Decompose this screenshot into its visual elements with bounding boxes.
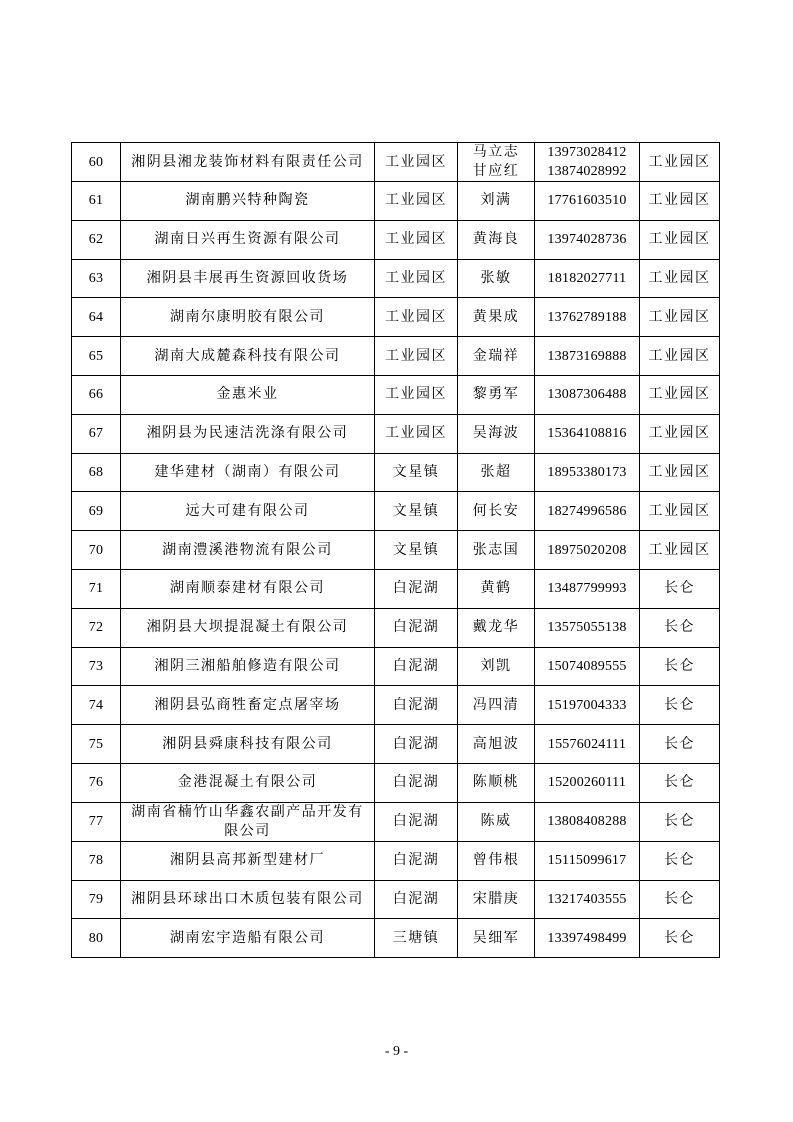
phone-cell xyxy=(535,569,640,608)
company-name-cell: 湖南省楠竹山华鑫农副产品开发有限公司 xyxy=(121,802,375,841)
row-number-cell: 76 xyxy=(72,763,121,802)
area-cell: 长仑 xyxy=(640,919,720,958)
location-cell: 白泥湖 xyxy=(375,802,458,841)
phone-cell xyxy=(535,647,640,686)
company-name-cell: 远大可建有限公司 xyxy=(121,492,375,531)
contact-person-cell xyxy=(458,725,535,764)
table-row xyxy=(72,298,720,337)
table-row xyxy=(72,608,720,647)
contact-person-line: 高旭波 xyxy=(472,735,520,752)
table-row xyxy=(72,414,720,453)
contact-person-line: 马立志 xyxy=(472,144,520,160)
contact-person-cell xyxy=(458,880,535,919)
company-name-cell: 金港混凝土有限公司 xyxy=(121,763,375,802)
phone-line: 13762789188 xyxy=(547,309,627,325)
table-row xyxy=(72,143,720,182)
row-number-cell: 71 xyxy=(72,569,121,608)
phone-cell xyxy=(535,880,640,919)
row-number-cell: 69 xyxy=(72,492,121,531)
table-row xyxy=(72,259,720,298)
location-cell: 工业园区 xyxy=(375,298,458,337)
table-row xyxy=(72,725,720,764)
area-cell: 长仑 xyxy=(640,802,720,841)
table-row xyxy=(72,531,720,570)
location-cell: 工业园区 xyxy=(375,220,458,259)
table-row xyxy=(72,375,720,414)
company-name-cell: 金惠米业 xyxy=(121,375,375,414)
company-name-cell: 湖南鹏兴特种陶瓷 xyxy=(121,182,375,221)
location-cell: 白泥湖 xyxy=(375,880,458,919)
page-number: - 9 - xyxy=(384,1044,409,1059)
area-cell: 工业园区 xyxy=(640,492,720,531)
table-row xyxy=(72,802,720,841)
company-name-cell: 建华建材（湖南）有限公司 xyxy=(121,453,375,492)
phone-line: 15197004333 xyxy=(547,697,627,713)
location-cell: 白泥湖 xyxy=(375,647,458,686)
row-number-cell: 68 xyxy=(72,453,121,492)
contact-person-line: 黄鹤 xyxy=(480,580,512,597)
contact-person-line: 张超 xyxy=(480,463,512,480)
contact-person-line: 黄海良 xyxy=(472,231,520,248)
area-cell: 工业园区 xyxy=(640,531,720,570)
phone-line: 18182027711 xyxy=(547,270,627,286)
phone-cell xyxy=(535,841,640,880)
row-number-cell: 77 xyxy=(72,802,121,841)
table-row xyxy=(72,880,720,919)
phone-cell xyxy=(535,414,640,453)
row-number-cell: 78 xyxy=(72,841,121,880)
row-number-cell: 61 xyxy=(72,182,121,221)
location-cell: 白泥湖 xyxy=(375,763,458,802)
contact-person-cell xyxy=(458,298,535,337)
contact-person-line: 吴细军 xyxy=(472,929,520,946)
location-cell: 白泥湖 xyxy=(375,569,458,608)
contact-person-line: 刘凯 xyxy=(480,657,512,674)
location-cell: 文星镇 xyxy=(375,531,458,570)
table-row xyxy=(72,337,720,376)
phone-cell xyxy=(535,919,640,958)
row-number-cell: 63 xyxy=(72,259,121,298)
phone-line: 13397498499 xyxy=(547,930,627,946)
phone-line: 15200260111 xyxy=(547,775,627,791)
company-name-cell: 湘阴县弘商牲畜定点屠宰场 xyxy=(121,686,375,725)
phone-line: 13575055138 xyxy=(547,620,627,636)
row-number-cell: 65 xyxy=(72,337,121,376)
table-row xyxy=(72,492,720,531)
contact-person-cell xyxy=(458,841,535,880)
contact-person-cell xyxy=(458,182,535,221)
contact-person-cell xyxy=(458,414,535,453)
contact-person-cell xyxy=(458,531,535,570)
company-name-cell: 湖南大成麓森科技有限公司 xyxy=(121,337,375,376)
contact-person-line: 宋腊庚 xyxy=(472,890,520,907)
contact-person-cell xyxy=(458,686,535,725)
company-name-cell: 湘阴县舜康科技有限公司 xyxy=(121,725,375,764)
contact-person-line: 刘满 xyxy=(480,192,512,209)
company-name-cell: 湘阴县为民速洁洗涤有限公司 xyxy=(121,414,375,453)
area-cell: 长仑 xyxy=(640,725,720,764)
phone-cell xyxy=(535,492,640,531)
phone-line: 15115099617 xyxy=(547,853,627,869)
contact-person-line: 金瑞祥 xyxy=(472,347,520,364)
phone-cell xyxy=(535,453,640,492)
phone-cell xyxy=(535,337,640,376)
row-number-cell: 60 xyxy=(72,143,121,182)
phone-cell xyxy=(535,763,640,802)
phone-line: 13974028736 xyxy=(547,232,627,248)
contact-person-cell xyxy=(458,492,535,531)
area-cell: 工业园区 xyxy=(640,337,720,376)
area-cell: 工业园区 xyxy=(640,453,720,492)
phone-line: 15364108816 xyxy=(547,426,627,442)
area-cell: 工业园区 xyxy=(640,414,720,453)
phone-line: 13217403555 xyxy=(547,891,627,907)
phone-cell xyxy=(535,802,640,841)
contact-person-cell xyxy=(458,375,535,414)
phone-cell xyxy=(535,182,640,221)
table-row xyxy=(72,919,720,958)
table-row xyxy=(72,841,720,880)
table-row xyxy=(72,763,720,802)
table-row xyxy=(72,647,720,686)
contact-person-cell xyxy=(458,763,535,802)
phone-line: 15074089555 xyxy=(547,658,627,674)
row-number-cell: 72 xyxy=(72,608,121,647)
location-cell: 工业园区 xyxy=(375,414,458,453)
contact-person-line: 何长安 xyxy=(472,502,520,519)
row-number-cell: 79 xyxy=(72,880,121,919)
area-cell: 长仑 xyxy=(640,763,720,802)
contact-person-cell xyxy=(458,608,535,647)
contact-person-cell xyxy=(458,569,535,608)
area-cell: 长仑 xyxy=(640,880,720,919)
contact-person-cell xyxy=(458,453,535,492)
row-number-cell: 73 xyxy=(72,647,121,686)
company-name-cell: 湘阴三湘船舶修造有限公司 xyxy=(121,647,375,686)
phone-line: 13808408288 xyxy=(547,814,627,830)
location-cell: 白泥湖 xyxy=(375,608,458,647)
phone-line: 15576024111 xyxy=(547,736,627,752)
table-row xyxy=(72,453,720,492)
company-name-cell: 湘阴县丰展再生资源回收货场 xyxy=(121,259,375,298)
area-cell: 工业园区 xyxy=(640,375,720,414)
phone-line: 17761603510 xyxy=(547,193,627,209)
company-name-cell: 湘阴县大坝提混凝土有限公司 xyxy=(121,608,375,647)
area-cell: 工业园区 xyxy=(640,298,720,337)
area-cell: 工业园区 xyxy=(640,220,720,259)
table-row xyxy=(72,686,720,725)
company-name-cell: 湖南澧溪港物流有限公司 xyxy=(121,531,375,570)
contact-person-cell xyxy=(458,647,535,686)
table-row xyxy=(72,569,720,608)
area-cell: 工业园区 xyxy=(640,259,720,298)
phone-cell xyxy=(535,220,640,259)
phone-line: 13487799993 xyxy=(547,581,627,597)
row-number-cell: 67 xyxy=(72,414,121,453)
location-cell: 工业园区 xyxy=(375,259,458,298)
row-number-cell: 62 xyxy=(72,220,121,259)
contact-person-line: 戴龙华 xyxy=(472,619,520,636)
contact-person-line: 黄果成 xyxy=(472,308,520,325)
company-name-cell: 湘阴县湘龙装饰材料有限责任公司 xyxy=(121,143,375,182)
phone-cell xyxy=(535,259,640,298)
company-name-cell: 湘阴县高邦新型建材厂 xyxy=(121,841,375,880)
contact-person-cell xyxy=(458,220,535,259)
contact-person-cell xyxy=(458,919,535,958)
phone-line: 13087306488 xyxy=(547,387,627,403)
area-cell: 长仑 xyxy=(640,647,720,686)
phone-cell xyxy=(535,143,640,182)
location-cell: 三塘镇 xyxy=(375,919,458,958)
location-cell: 工业园区 xyxy=(375,143,458,182)
contact-person-line: 张志国 xyxy=(472,541,520,558)
table-row xyxy=(72,220,720,259)
contact-person-line: 黎勇军 xyxy=(472,386,520,403)
row-number-cell: 74 xyxy=(72,686,121,725)
area-cell: 长仑 xyxy=(640,569,720,608)
row-number-cell: 75 xyxy=(72,725,121,764)
phone-cell xyxy=(535,531,640,570)
company-name-cell: 湖南顺泰建材有限公司 xyxy=(121,569,375,608)
phone-line: 18975020208 xyxy=(547,542,627,558)
phone-cell xyxy=(535,298,640,337)
contact-person-line: 冯四清 xyxy=(472,696,520,713)
company-name-cell: 湖南日兴再生资源有限公司 xyxy=(121,220,375,259)
contact-person-cell xyxy=(458,802,535,841)
location-cell: 文星镇 xyxy=(375,492,458,531)
row-number-cell: 80 xyxy=(72,919,121,958)
location-cell: 白泥湖 xyxy=(375,725,458,764)
phone-cell xyxy=(535,608,640,647)
company-name-cell: 湘阴县环球出口木质包装有限公司 xyxy=(121,880,375,919)
location-cell: 工业园区 xyxy=(375,375,458,414)
contact-person-line: 吴海波 xyxy=(472,425,520,442)
enterprise-table xyxy=(71,142,720,958)
phone-cell xyxy=(535,686,640,725)
area-cell: 工业园区 xyxy=(640,143,720,182)
phone-line: 18274996586 xyxy=(547,503,627,519)
location-cell: 工业园区 xyxy=(375,337,458,376)
location-cell: 文星镇 xyxy=(375,453,458,492)
phone-line: 13973028412 xyxy=(547,145,627,160)
phone-line: 13874028992 xyxy=(547,164,627,179)
contact-person-line: 甘应红 xyxy=(472,163,520,179)
phone-cell xyxy=(535,725,640,764)
location-cell: 白泥湖 xyxy=(375,841,458,880)
contact-person-cell xyxy=(458,337,535,376)
area-cell: 长仑 xyxy=(640,608,720,647)
phone-line: 13873169888 xyxy=(547,348,627,364)
location-cell: 白泥湖 xyxy=(375,686,458,725)
contact-person-line: 曾伟根 xyxy=(472,852,520,869)
contact-person-line: 陈顺桃 xyxy=(472,774,520,791)
location-cell: 工业园区 xyxy=(375,182,458,221)
area-cell: 长仑 xyxy=(640,686,720,725)
contact-person-line: 陈威 xyxy=(480,813,512,830)
contact-person-line: 张敏 xyxy=(480,269,512,286)
company-name-cell: 湖南宏宇造船有限公司 xyxy=(121,919,375,958)
contact-person-cell xyxy=(458,143,535,182)
phone-line: 18953380173 xyxy=(547,464,627,480)
row-number-cell: 64 xyxy=(72,298,121,337)
table-body xyxy=(72,143,720,958)
row-number-cell: 70 xyxy=(72,531,121,570)
phone-cell xyxy=(535,375,640,414)
table-row xyxy=(72,182,720,221)
company-name-cell: 湖南尔康明胶有限公司 xyxy=(121,298,375,337)
contact-person-cell xyxy=(458,259,535,298)
area-cell: 工业园区 xyxy=(640,182,720,221)
area-cell: 长仑 xyxy=(640,841,720,880)
row-number-cell: 66 xyxy=(72,375,121,414)
